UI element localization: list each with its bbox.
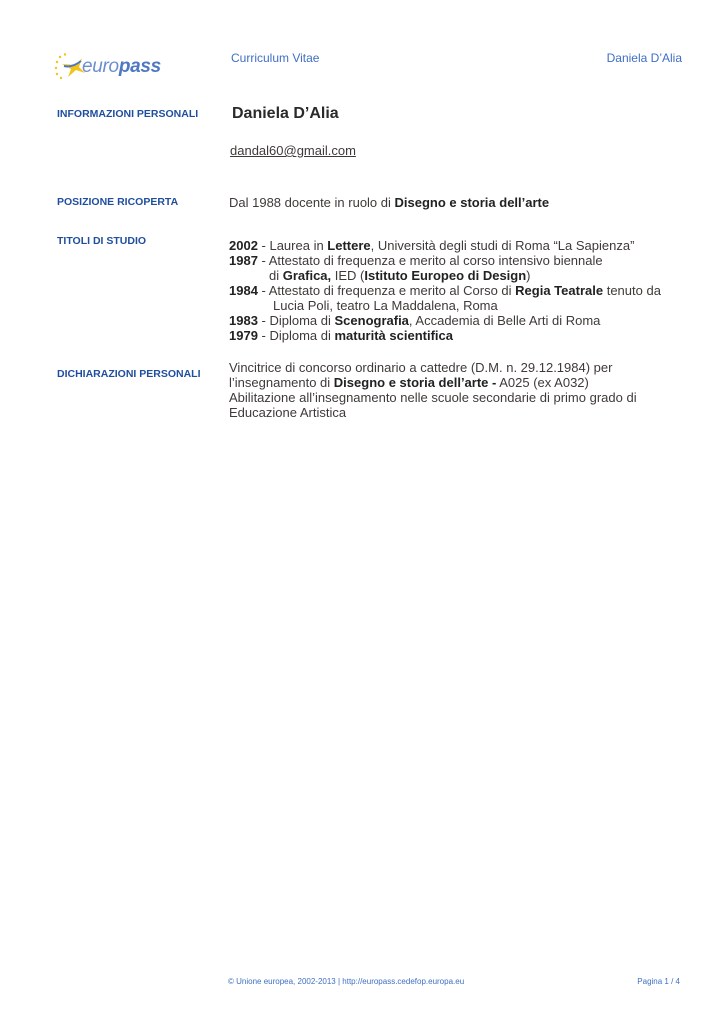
section-label-position: POSIZIONE RICOPERTA [57,196,179,208]
header-person-name: Daniela D’Alia [606,51,682,65]
education-item-1984-cont: Lucia Poli, teatro La Maddalena, Roma [273,298,498,313]
section-label-declarations: DICHIARAZIONI PERSONALI [57,368,201,380]
education-item-2002: 2002 - Laurea in Lettere, Università degli studi di Roma “La Sapienza” [229,238,635,253]
footer-copyright: © Unione europea, 2002-2013 | http://europass.cedefop.europa.eu [228,977,465,986]
declarations-text [229,360,637,420]
logo-text-euro: euro [82,56,119,77]
education-item-1987-cont: di Grafica, IED (Istituto Europeo di Design) [269,268,531,283]
document-title: Curriculum Vitae [231,51,320,65]
europass-logo-icon [52,52,86,82]
footer-page-number: Pagina 1 / 4 [637,977,680,986]
position-text [229,195,549,210]
position-text-pre: Dal 1988 docente in ruolo di [229,195,395,210]
person-name: Daniela D’Alia [232,105,339,122]
email-link[interactable]: dandal60@gmail.com [230,143,356,158]
section-label-personal: INFORMAZIONI PERSONALI [57,108,199,120]
education-item-1983: 1983 - Diploma di Scenografia, Accademia di Belle Arti di Roma [229,313,601,328]
declarations-line-3: Abilitazione all’insegnamento nelle scuole secondarie di primo grado di [229,390,637,405]
education-item-1979: 1979 - Diploma di maturità scientifica [229,328,453,343]
section-label-education: TITOLI DI STUDIO [57,235,147,247]
declarations-line-4: Educazione Artistica [229,405,347,420]
education-item-1984: 1984 - Attestato di frequenza e merito al Corso di Regia Teatrale tenuto da [229,283,661,298]
position-subject: Disegno e storia dell’arte [394,195,550,210]
europass-logo [52,52,162,82]
education-list [229,238,661,343]
declarations-line-1: Vincitrice di concorso ordinario a cattedre (D.M. n. 29.12.1984) per [229,360,613,375]
declarations-line-2: l’insegnamento di Disegno e storia dell’arte - A025 (ex A032) [229,375,589,390]
education-item-1987: 1987 - Attestato di frequenza e merito al corso intensivo biennale [229,253,603,268]
logo-text-pass: pass [118,56,161,77]
